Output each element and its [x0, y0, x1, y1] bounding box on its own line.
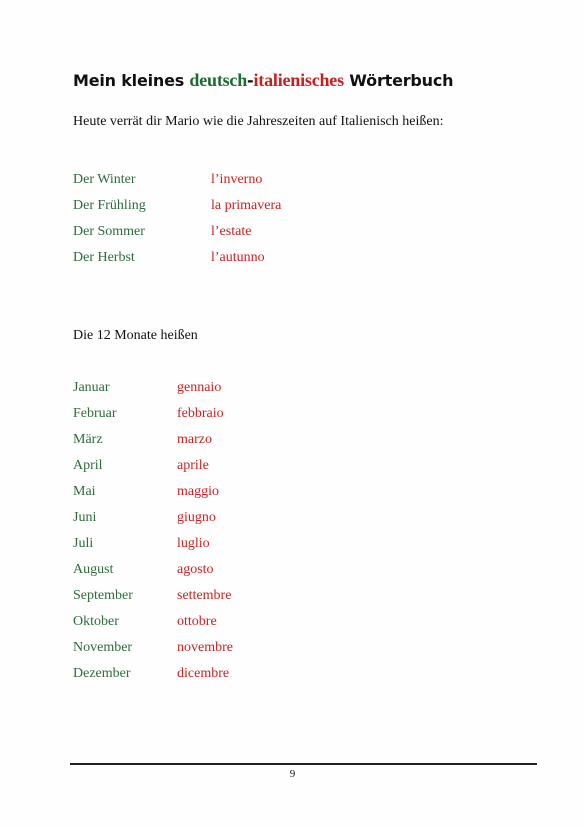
- month-german: Januar: [73, 380, 110, 395]
- month-german: Juli: [73, 536, 94, 551]
- month-italian: gennaio: [177, 380, 222, 395]
- month-german: Februar: [73, 406, 117, 421]
- month-italian: maggio: [177, 484, 219, 499]
- month-italian: settembre: [177, 588, 232, 603]
- month-german: März: [73, 432, 103, 447]
- season-italian: la primavera: [211, 198, 282, 213]
- months-heading: Die 12 Monate heißen: [73, 328, 198, 343]
- intro-text: Heute verrät dir Mario wie die Jahreszeiten auf Italienisch heißen:: [73, 114, 444, 129]
- month-italian: marzo: [177, 432, 212, 447]
- month-german: November: [73, 640, 133, 655]
- month-italian: agosto: [177, 562, 214, 577]
- season-german: Der Frühling: [73, 198, 146, 213]
- month-italian: aprile: [177, 458, 209, 473]
- title-suffix: Wörterbuch: [343, 71, 454, 90]
- month-german: April: [73, 458, 103, 473]
- page-number: 9: [289, 768, 296, 780]
- season-italian: l’autunno: [211, 250, 265, 265]
- month-italian: dicembre: [177, 666, 230, 681]
- month-german: Dezember: [73, 666, 131, 681]
- season-german: Der Sommer: [73, 224, 145, 239]
- month-italian: giugno: [177, 510, 216, 525]
- month-german: Mai: [73, 484, 96, 499]
- title-prefix: Mein kleines: [73, 71, 190, 90]
- season-german: Der Herbst: [73, 250, 135, 265]
- season-italian: l’estate: [211, 224, 252, 239]
- title-dash: -: [247, 71, 254, 90]
- month-german: Juni: [73, 510, 97, 525]
- title-word-italienisches: italienisches: [253, 70, 344, 90]
- month-german: September: [73, 588, 133, 603]
- season-german: Der Winter: [73, 172, 136, 187]
- month-italian: febbraio: [177, 406, 224, 421]
- month-german: Oktober: [73, 614, 119, 629]
- month-italian: novembre: [177, 640, 233, 655]
- page-title: [73, 70, 453, 91]
- month-german: August: [73, 562, 114, 577]
- month-italian: luglio: [177, 536, 210, 551]
- season-italian: l’inverno: [211, 172, 263, 187]
- title-word-deutsch: deutsch: [189, 70, 248, 90]
- footer-divider: [70, 763, 537, 765]
- month-italian: ottobre: [177, 614, 217, 629]
